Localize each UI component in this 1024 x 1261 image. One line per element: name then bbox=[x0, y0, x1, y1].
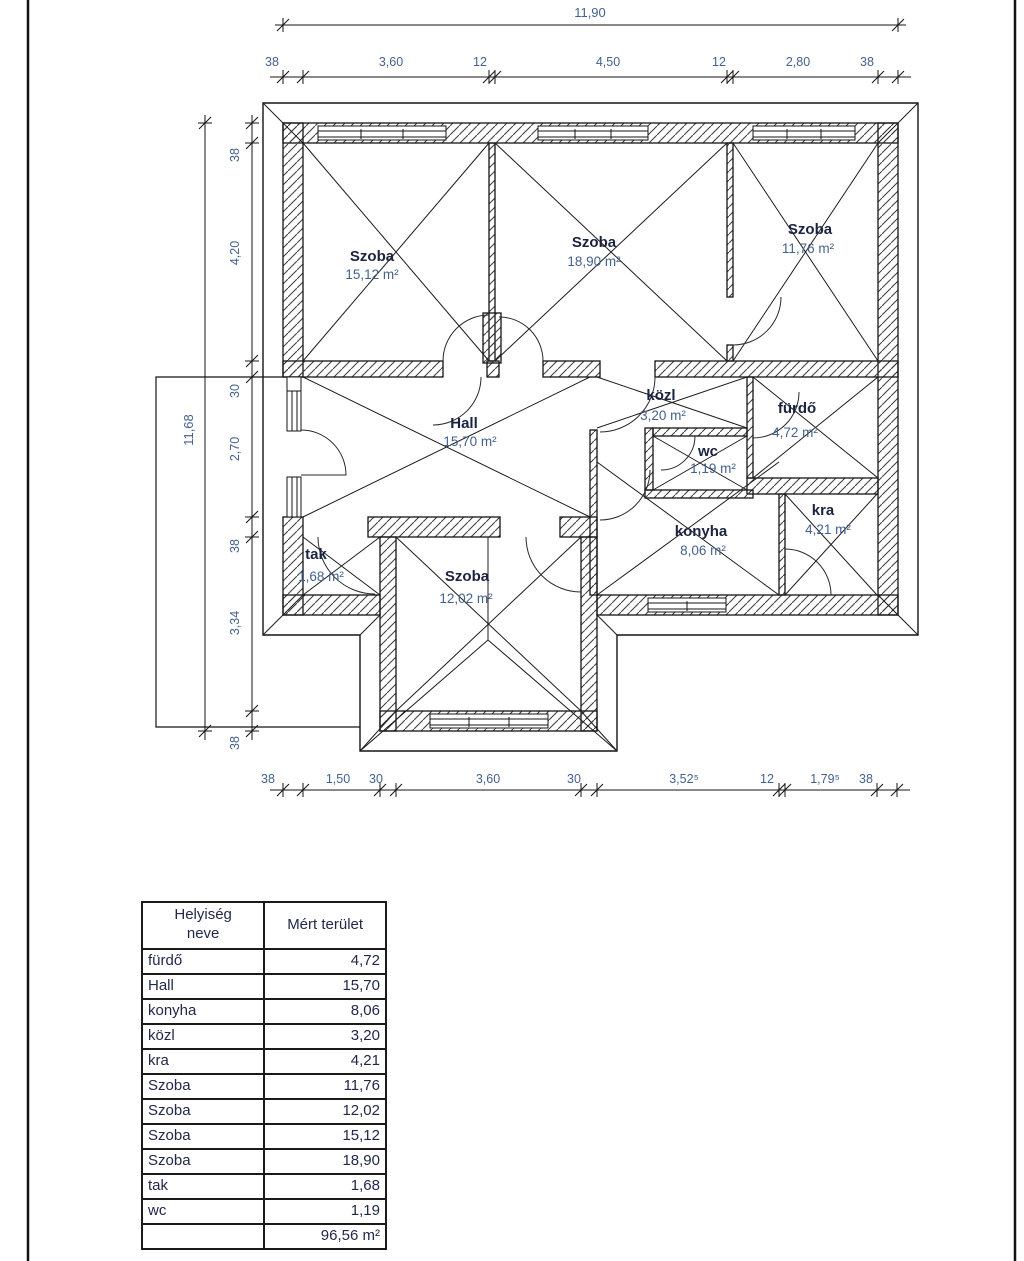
svg-text:12: 12 bbox=[760, 772, 774, 786]
table-row: Hall 15,70 bbox=[142, 974, 386, 999]
svg-text:4,50: 4,50 bbox=[595, 55, 621, 69]
table-row: Szoba 11,76 bbox=[142, 1074, 386, 1099]
table-row: Szoba 18,90 bbox=[142, 1149, 386, 1174]
svg-text:38: 38 bbox=[228, 148, 242, 162]
svg-text:15,12 m²: 15,12 m² bbox=[345, 267, 399, 282]
dim-left-total: 11,68 bbox=[181, 414, 196, 446]
svg-text:38: 38 bbox=[859, 772, 873, 786]
window-szoba-1890 bbox=[538, 126, 648, 140]
svg-text:38: 38 bbox=[261, 772, 275, 786]
svg-text:3,20 m²: 3,20 m² bbox=[640, 408, 686, 423]
table-total-row bbox=[142, 1224, 386, 1249]
svg-text:38: 38 bbox=[228, 539, 242, 553]
table-row: közl 3,20 bbox=[142, 1024, 386, 1049]
svg-text:8,06 m²: 8,06 m² bbox=[680, 543, 726, 558]
svg-text:3,52⁵: 3,52⁵ bbox=[669, 772, 699, 786]
room-szoba-1890: Szoba bbox=[571, 234, 617, 251]
window-szoba-1176 bbox=[753, 126, 855, 140]
header-measured-area: Mért terület bbox=[264, 902, 386, 949]
room-hall: Hall bbox=[450, 415, 478, 432]
table-row: Szoba 15,12 bbox=[142, 1124, 386, 1149]
door-szoba-1176 bbox=[733, 297, 781, 345]
room-szoba-1202: Szoba bbox=[444, 568, 490, 585]
table-row: wc 1,19 bbox=[142, 1199, 386, 1224]
svg-text:15,70 m²: 15,70 m² bbox=[443, 434, 497, 449]
svg-text:2,80: 2,80 bbox=[785, 55, 811, 69]
svg-text:38: 38 bbox=[860, 55, 874, 69]
table-row: fürdő 4,72 bbox=[142, 949, 386, 974]
room-tak: tak bbox=[305, 546, 327, 563]
room-kra: kra bbox=[811, 502, 835, 519]
svg-text:3,34: 3,34 bbox=[228, 610, 242, 636]
svg-text:4,21 m²: 4,21 m² bbox=[805, 522, 851, 537]
room-area-table bbox=[141, 901, 387, 1250]
svg-text:1,79⁵: 1,79⁵ bbox=[810, 772, 840, 786]
door-szoba-1890 bbox=[499, 317, 543, 361]
room-kozl: közl bbox=[646, 387, 676, 404]
header-room-name: Helyiség neve bbox=[142, 902, 264, 949]
svg-text:4,20: 4,20 bbox=[228, 240, 242, 266]
svg-text:38: 38 bbox=[228, 736, 242, 750]
room-szoba-1512: Szoba bbox=[349, 248, 395, 265]
svg-text:38: 38 bbox=[265, 55, 279, 69]
svg-text:30: 30 bbox=[567, 772, 581, 786]
svg-text:18,90 m²: 18,90 m² bbox=[567, 254, 621, 269]
svg-text:3,60: 3,60 bbox=[475, 772, 501, 786]
table-row: tak 1,68 bbox=[142, 1174, 386, 1199]
table-header-row bbox=[142, 902, 386, 949]
window-szoba-1512 bbox=[318, 126, 446, 140]
dim-top-total: 11,90 bbox=[574, 5, 606, 20]
door-entrance bbox=[301, 430, 346, 475]
table-row: Szoba 12,02 bbox=[142, 1099, 386, 1124]
svg-text:1,50: 1,50 bbox=[325, 772, 351, 786]
svg-text:12,02 m²: 12,02 m² bbox=[439, 591, 493, 606]
windows bbox=[287, 126, 855, 728]
svg-text:4,72 m²: 4,72 m² bbox=[772, 425, 818, 440]
room-szoba-1176: Szoba bbox=[787, 221, 833, 238]
svg-text:1,19 m²: 1,19 m² bbox=[690, 461, 736, 476]
dimension-labels bbox=[181, 5, 874, 786]
room-wc: wc bbox=[697, 443, 719, 460]
svg-text:30: 30 bbox=[369, 772, 383, 786]
table-row: kra 4,21 bbox=[142, 1049, 386, 1074]
window-hall-lower bbox=[287, 477, 301, 517]
svg-text:3,60: 3,60 bbox=[378, 55, 404, 69]
room-konyha: konyha bbox=[674, 523, 728, 540]
room-furdo: fürdő bbox=[777, 400, 817, 417]
window-konyha bbox=[648, 598, 726, 612]
door-szoba-1512 bbox=[443, 315, 489, 361]
total-area: 96,56 m² bbox=[264, 1224, 386, 1249]
window-hall-upper bbox=[287, 391, 301, 431]
svg-text:12: 12 bbox=[712, 55, 726, 69]
svg-text:30: 30 bbox=[228, 384, 242, 398]
svg-text:11,76 m²: 11,76 m² bbox=[781, 241, 835, 256]
svg-text:1,68 m²: 1,68 m² bbox=[298, 569, 344, 584]
window-bay bbox=[430, 714, 548, 728]
table-row: konyha 8,06 bbox=[142, 999, 386, 1024]
svg-text:2,70: 2,70 bbox=[228, 436, 242, 462]
svg-text:12: 12 bbox=[473, 55, 487, 69]
